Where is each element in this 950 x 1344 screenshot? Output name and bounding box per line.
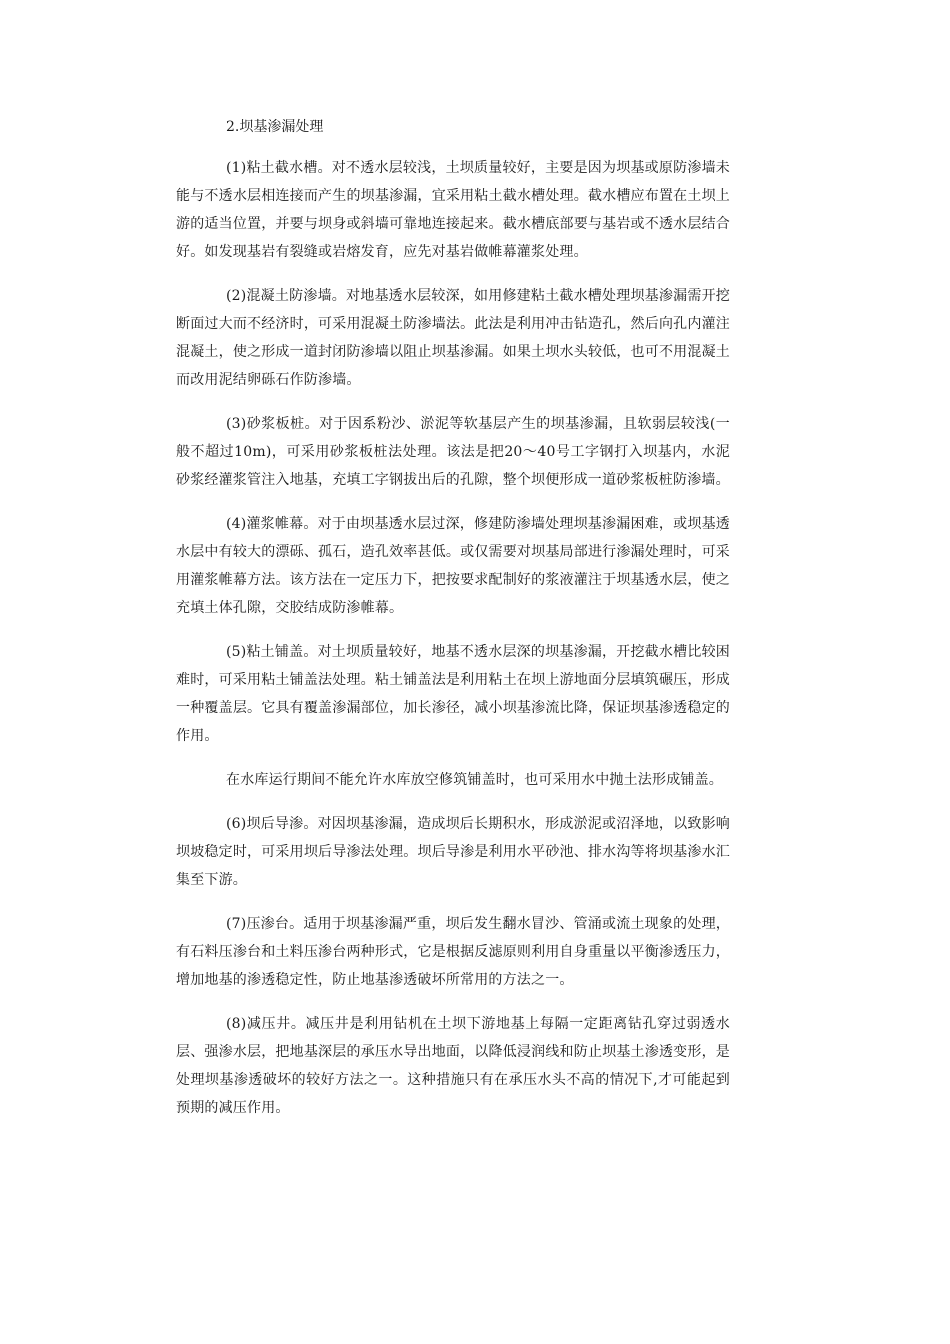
paragraph-seepage-berm: (7)压渗台。适用于坝基渗漏严重，坝后发生翻水冒沙、管涌或流土现象的处理，有石料压渗台和土料压渗台两种形式，它是根据反滤原则利用自身重量以平衡渗透压力，增加地基的渗透稳定性，防止地基渗透破坏所常用的方法之一。	[176, 916, 730, 988]
paragraph-clay-cutoff-trench: (1)粘土截水槽。对不透水层较浅，土坝质量较好，主要是因为坝基或原防渗墙未能与不透水层相连接而产生的坝基渗漏，宜采用粘土截水槽处理。截水槽应布置在土坝上游的适当位置，并要与坝身或斜墙可靠地连接起来。截水槽底部要与基岩或不透水层结合好。如发现基岩有裂缝或岩熔发育，应先对基岩做帷幕灌浆处理。	[176, 160, 730, 260]
paragraph-grout-curtain: (4)灌浆帷幕。对于由坝基透水层过深，修建防渗墙处理坝基渗漏困难，或坝基透水层中有较大的漂砾、孤石，造孔效率甚低。或仅需要对坝基局部进行渗漏处理时，可采用灌浆帷幕方法。该方法在一定压力下，把按要求配制好的浆液灌注于坝基透水层，使之充填土体孔隙，交胶结成防渗帷幕。	[176, 516, 730, 616]
paragraph-relief-well: (8)减压井。减压井是利用钻机在土坝下游地基上每隔一定距离钻孔穿过弱透水层、强渗水层，把地基深层的承压水导出地面，以降低浸润线和防止坝基土渗透变形，是处理坝基渗透破坏的较好方法之一。这种措施只有在承压水头不高的情况下,才可能起到预期的减压作用。	[176, 1016, 730, 1116]
paragraph-concrete-cutoff-wall: (2)混凝土防渗墙。对地基透水层较深，如用修建粘土截水槽处理坝基渗漏需开挖断面过大而不经济时，可采用混凝土防渗墙法。此法是利用冲击钻造孔，然后向孔内灌注混凝土，使之形成一道封闭防渗墙以阻止坝基渗漏。如果土坝水头较低，也可不用混凝土而改用泥结卵砾石作防渗墙。	[176, 288, 730, 388]
paragraph-underwater-dumping: 在水库运行期间不能允许水库放空修筑铺盖时，也可采用水中抛土法形成铺盖。	[226, 772, 723, 788]
section-heading: 2.坝基渗漏处理	[226, 119, 324, 135]
paragraph-clay-blanket: (5)粘土铺盖。对土坝质量较好，地基不透水层深的坝基渗漏，开挖截水槽比较困难时，可采用粘土铺盖法处理。粘土铺盖法是利用粘土在坝上游地面分层填筑碾压，形成一种覆盖层。它具有覆盖渗漏部位，加长渗径，减小坝基渗流比降，保证坝基渗透稳定的作用。	[176, 644, 730, 744]
document-body	[176, 112, 730, 1138]
paragraph-mortar-sheet-pile: (3)砂浆板桩。对于因系粉沙、淤泥等软基层产生的坝基渗漏，且软弱层较浅(一般不超过10m)，可采用砂浆板桩法处理。该法是把20～40号工字钢打入坝基内，水泥砂浆经灌浆管注入地基，充填工字钢拔出后的孔隙，整个坝便形成一道砂浆板桩防渗墙。	[176, 416, 730, 488]
paragraph-downstream-drainage: (6)坝后导渗。对因坝基渗漏，造成坝后长期积水，形成淤泥或沼泽地，以致影响坝坡稳定时，可采用坝后导渗法处理。坝后导渗是利用水平砂池、排水沟等将坝基渗水汇集至下游。	[176, 816, 730, 888]
